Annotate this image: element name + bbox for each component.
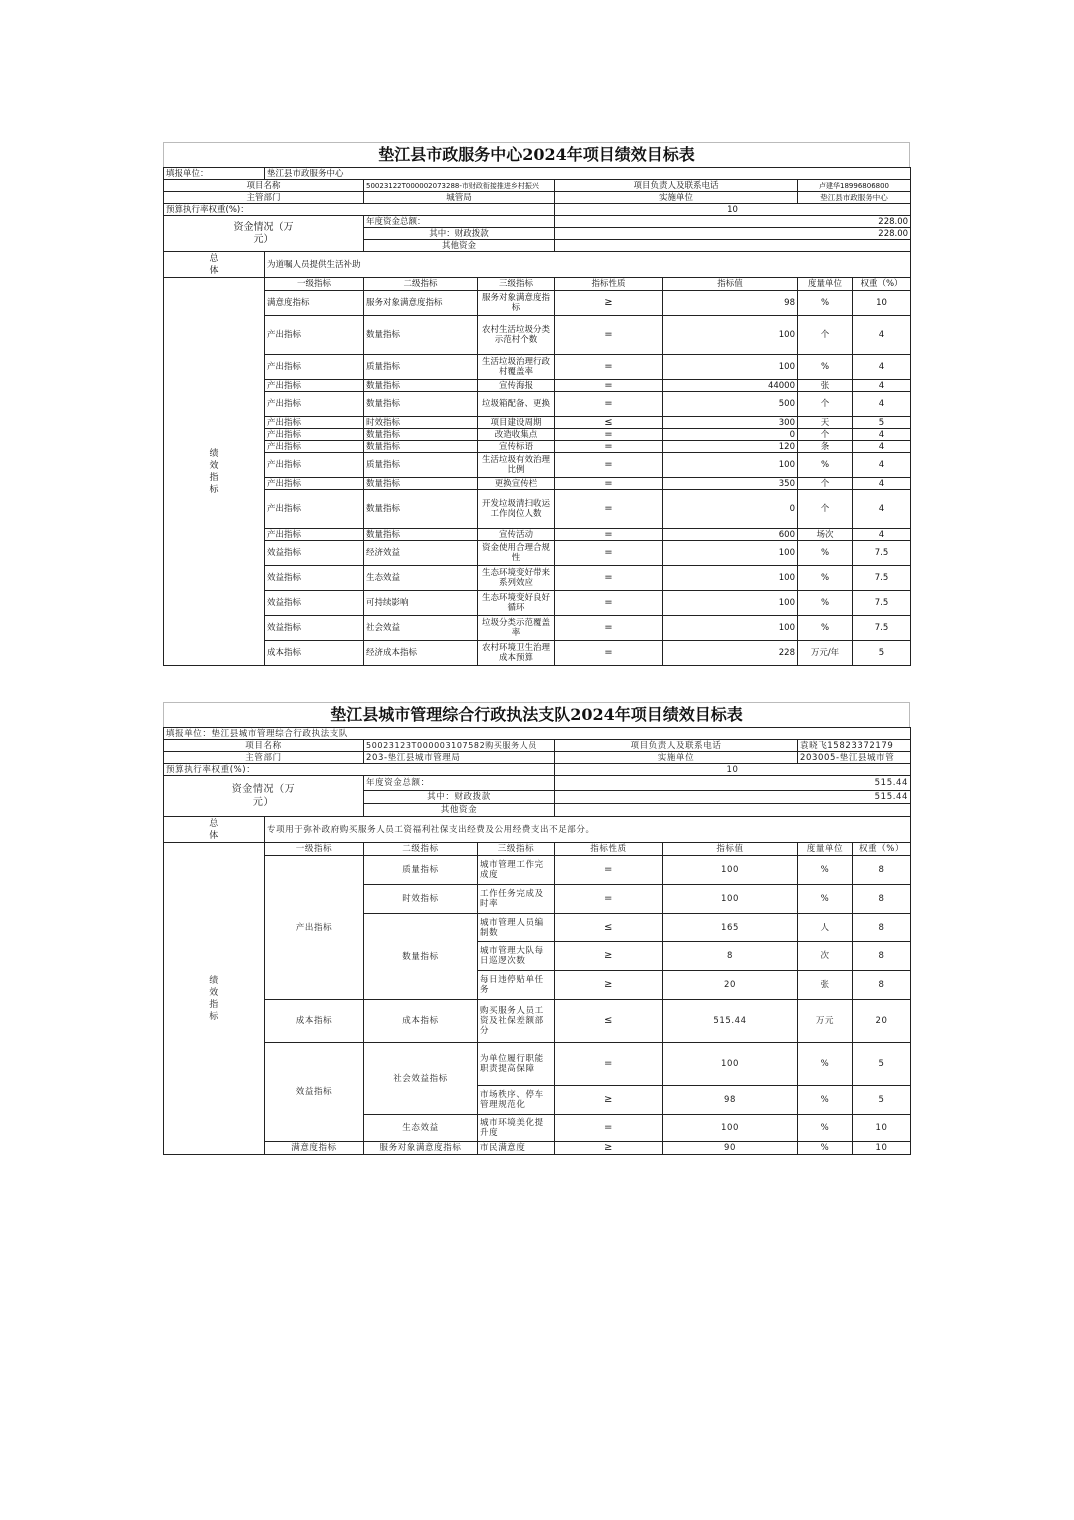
value-cell: 100: [663, 453, 798, 478]
unit-cell: %: [798, 1142, 853, 1155]
contact-value: 卢建华18996806800: [798, 180, 911, 192]
weight-cell: 8: [853, 856, 911, 885]
value-cell: 98: [663, 291, 798, 316]
perf-label: 绩效指标: [164, 278, 265, 666]
l2-cell: 服务对象满意度指标: [364, 291, 478, 316]
l3-cell: 开发垃圾清扫收运工作岗位人数: [478, 490, 555, 529]
fiscal-funds-label: 其中：财政拨款: [364, 228, 555, 240]
value-cell: 8: [663, 942, 798, 971]
l3-cell: 农村环境卫生治理成本预算: [478, 641, 555, 666]
l1-cell: 产出指标: [265, 380, 364, 392]
weight-cell: 4: [853, 355, 911, 380]
overall-text: 专项用于弥补政府购买服务人员工资福利社保支出经费及公用经费支出不足部分。: [265, 817, 911, 843]
weight-cell: 8: [853, 885, 911, 914]
weight-cell: 4: [853, 429, 911, 441]
l3-cell: 城市管理人员编制数: [478, 914, 555, 942]
header-l3: 三级指标: [478, 278, 555, 291]
l1-cell: 产出指标: [265, 478, 364, 490]
unit-cell: 个: [798, 316, 853, 355]
header-nature: 指标性质: [555, 843, 663, 856]
value-cell: 100: [663, 1115, 798, 1142]
budget-weight-value: 10: [555, 764, 911, 776]
dept-label: 主管部门: [164, 752, 364, 764]
nature-cell: =: [555, 856, 663, 885]
l2-cell: 数量指标: [364, 490, 478, 529]
l2-cell: 数量指标: [364, 478, 478, 490]
l1-cell: 效益指标: [265, 566, 364, 591]
weight-cell: 10: [853, 291, 911, 316]
l3-cell: 购买服务人员工资及社保差额部分: [478, 1000, 555, 1043]
nature-cell: ≥: [555, 942, 663, 971]
value-cell: 100: [663, 566, 798, 591]
nature-cell: =: [555, 885, 663, 914]
l2-cost: 成本指标: [364, 1000, 478, 1043]
l1-cell: 产出指标: [265, 316, 364, 355]
l3-cell: 农村生活垃圾分类示范村个数: [478, 316, 555, 355]
value-cell: 100: [663, 885, 798, 914]
l1-cell: 满意度指标: [265, 291, 364, 316]
value-cell: 90: [663, 1142, 798, 1155]
weight-cell: 7.5: [853, 591, 911, 616]
l1-cell: 产出指标: [265, 392, 364, 417]
nature-cell: =: [555, 316, 663, 355]
unit-cell: %: [798, 591, 853, 616]
unit-cell: 个: [798, 478, 853, 490]
l3-cell: 市民满意度: [478, 1142, 555, 1155]
overall-label: 总体: [164, 252, 265, 278]
l1-cell: 效益指标: [265, 541, 364, 566]
l3-cell: 宣传活动: [478, 529, 555, 541]
value-cell: 0: [663, 490, 798, 529]
l1-cell: 产出指标: [265, 355, 364, 380]
unit-cell: %: [798, 453, 853, 478]
weight-cell: 7.5: [853, 566, 911, 591]
other-funds-label: 其他资金: [364, 804, 555, 817]
other-funds-value: [555, 804, 911, 817]
header-weight: 权重（%）: [853, 278, 911, 291]
nature-cell: =: [555, 541, 663, 566]
unit-cell: %: [798, 291, 853, 316]
weight-cell: 8: [853, 914, 911, 942]
l1-cell: 成本指标: [265, 641, 364, 666]
value-cell: 98: [663, 1086, 798, 1115]
performance-table-2: [163, 702, 910, 1155]
value-cell: 100: [663, 591, 798, 616]
budget-weight-label: 预算执行率权重(%)：: [164, 204, 555, 216]
weight-cell: 4: [853, 529, 911, 541]
value-cell: 165: [663, 914, 798, 942]
unit-cell: %: [798, 566, 853, 591]
nature-cell: =: [555, 490, 663, 529]
l2-cell: 生态效益: [364, 566, 478, 591]
nature-cell: =: [555, 616, 663, 641]
value-cell: 100: [663, 541, 798, 566]
l2-cell: 经济成本指标: [364, 641, 478, 666]
nature-cell: =: [555, 1115, 663, 1142]
l3-cell: 城市管理工作完成度: [478, 856, 555, 885]
l2-quantity: 数量指标: [364, 914, 478, 1000]
unit-cell: %: [798, 1115, 853, 1142]
l3-cell: 宣传标语: [478, 441, 555, 453]
l2-timeliness: 时效指标: [364, 885, 478, 914]
unit-cell: 个: [798, 392, 853, 417]
l3-cell: 服务对象满意度指标: [478, 291, 555, 316]
funds-label: 资金情况（万元）: [164, 776, 364, 817]
performance-table-1: [163, 142, 910, 666]
l1-cell: 产出指标: [265, 429, 364, 441]
header-unit: 度量单位: [798, 843, 853, 856]
fill-unit-label: 填报单位：: [164, 168, 265, 180]
value-cell: 100: [663, 856, 798, 885]
nature-cell: =: [555, 380, 663, 392]
l3-cell: 市场秩序、停车管理规范化: [478, 1086, 555, 1115]
l3-cell: 垃圾分类示范覆盖率: [478, 616, 555, 641]
header-nature: 指标性质: [555, 278, 663, 291]
l2-cell: 可持续影响: [364, 591, 478, 616]
contact-value: 袁晓飞15823372179: [798, 740, 911, 752]
l1-cell: 效益指标: [265, 591, 364, 616]
l1-cell: 产出指标: [265, 490, 364, 529]
l3-cell: 为单位履行职能职责提高保障: [478, 1043, 555, 1086]
group-benefit: 效益指标: [265, 1043, 364, 1142]
nature-cell: ≤: [555, 914, 663, 942]
nature-cell: =: [555, 441, 663, 453]
unit-cell: %: [798, 541, 853, 566]
project-name-label: 项目名称: [164, 180, 364, 192]
weight-cell: 4: [853, 490, 911, 529]
table-1-grid: [163, 167, 911, 666]
unit-cell: 场次: [798, 529, 853, 541]
annual-funds-value: 228.00: [555, 216, 911, 228]
unit-cell: %: [798, 856, 853, 885]
dept-value: 203-垫江县城市管理局: [364, 752, 555, 764]
l3-cell: 生活垃圾治理行政村覆盖率: [478, 355, 555, 380]
header-l1: 一级指标: [265, 843, 364, 856]
funds-label: 资金情况（万元）: [164, 216, 364, 252]
l1-cell: 产出指标: [265, 417, 364, 429]
unit-cell: 个: [798, 429, 853, 441]
value-cell: 44000: [663, 380, 798, 392]
value-cell: 600: [663, 529, 798, 541]
unit-cell: 条: [798, 441, 853, 453]
header-l1: 一级指标: [265, 278, 364, 291]
overall-label: 总体: [164, 817, 265, 843]
dept-label: 主管部门: [164, 192, 364, 204]
overall-text: 为道嘱人员提供生活补助: [265, 252, 911, 278]
nature-cell: ≥: [555, 1086, 663, 1115]
unit-cell: 万元/年: [798, 641, 853, 666]
group-output: 产出指标: [265, 856, 364, 1000]
header-l3: 三级指标: [478, 843, 555, 856]
group-satisfaction: 满意度指标: [265, 1142, 364, 1155]
header-unit: 度量单位: [798, 278, 853, 291]
l2-cell: 经济效益: [364, 541, 478, 566]
value-cell: 500: [663, 392, 798, 417]
contact-label: 项目负责人及联系电话: [555, 740, 798, 752]
unit-cell: %: [798, 1043, 853, 1086]
l2-social: 社会效益指标: [364, 1043, 478, 1115]
weight-cell: 4: [853, 380, 911, 392]
value-cell: 20: [663, 971, 798, 1000]
l3-cell: 垃圾箱配备、更换: [478, 392, 555, 417]
weight-cell: 4: [853, 316, 911, 355]
l2-cell: 时效指标: [364, 417, 478, 429]
nature-cell: ≤: [555, 1000, 663, 1043]
weight-cell: 5: [853, 1043, 911, 1086]
header-value: 指标值: [663, 843, 798, 856]
nature-cell: ≤: [555, 417, 663, 429]
header-weight: 权重（%）: [853, 843, 911, 856]
l3-cell: 城市管理大队每日巡逻次数: [478, 942, 555, 971]
value-cell: 350: [663, 478, 798, 490]
fiscal-funds-value: 228.00: [555, 228, 911, 240]
header-l2: 二级指标: [364, 278, 478, 291]
unit-cell: 次: [798, 942, 853, 971]
l3-cell: 生态环境变好带来系列效应: [478, 566, 555, 591]
unit-cell: %: [798, 616, 853, 641]
other-funds-value: [555, 240, 911, 252]
l3-cell: 更换宣传栏: [478, 478, 555, 490]
l2-quality: 质量指标: [364, 856, 478, 885]
budget-weight-label: 预算执行率权重(%)：: [164, 764, 555, 776]
annual-funds-label: 年度资金总额：: [364, 216, 555, 228]
nature-cell: =: [555, 478, 663, 490]
weight-cell: 7.5: [853, 541, 911, 566]
fill-unit-value: 垫江县市政服务中心: [265, 168, 911, 180]
impl-label: 实施单位: [555, 752, 798, 764]
dept-value: 城管局: [364, 192, 555, 204]
table-title: 垫江县城市管理综合行政执法支队2024年项目绩效目标表: [163, 702, 910, 727]
l3-cell: 每日违停贴单任务: [478, 971, 555, 1000]
nature-cell: =: [555, 1043, 663, 1086]
weight-cell: 8: [853, 971, 911, 1000]
table-2-grid: [163, 727, 911, 1155]
header-l2: 二级指标: [364, 843, 478, 856]
l2-eco: 生态效益: [364, 1115, 478, 1142]
project-name-value: 50023122T000002073288-市财政衔接推进乡村振兴: [364, 180, 555, 192]
table-title: 垫江县市政服务中心2024年项目绩效目标表: [163, 142, 910, 167]
other-funds-label: 其他资金: [364, 240, 555, 252]
value-cell: 300: [663, 417, 798, 429]
value-cell: 100: [663, 1043, 798, 1086]
weight-cell: 7.5: [853, 616, 911, 641]
contact-label: 项目负责人及联系电话: [555, 180, 798, 192]
weight-cell: 20: [853, 1000, 911, 1043]
l2-cell: 数量指标: [364, 380, 478, 392]
annual-funds-label: 年度资金总额：: [364, 776, 555, 791]
l3-cell: 宣传海报: [478, 380, 555, 392]
nature-cell: =: [555, 566, 663, 591]
weight-cell: 4: [853, 453, 911, 478]
nature-cell: =: [555, 355, 663, 380]
unit-cell: 万元: [798, 1000, 853, 1043]
unit-cell: 个: [798, 490, 853, 529]
value-cell: 120: [663, 441, 798, 453]
impl-value: 垫江县市政服务中心: [798, 192, 911, 204]
impl-label: 实施单位: [555, 192, 798, 204]
nature-cell: ≥: [555, 291, 663, 316]
fill-unit-line: 填报单位：垫江县城市管理综合行政执法支队: [164, 728, 911, 740]
nature-cell: =: [555, 641, 663, 666]
weight-cell: 8: [853, 942, 911, 971]
value-cell: 0: [663, 429, 798, 441]
unit-cell: 张: [798, 380, 853, 392]
weight-cell: 5: [853, 417, 911, 429]
l1-cell: 产出指标: [265, 529, 364, 541]
weight-cell: 5: [853, 641, 911, 666]
unit-cell: %: [798, 355, 853, 380]
nature-cell: =: [555, 529, 663, 541]
l2-cell: 数量指标: [364, 529, 478, 541]
unit-cell: 人: [798, 914, 853, 942]
l1-cell: 产出指标: [265, 453, 364, 478]
value-cell: 100: [663, 355, 798, 380]
header-value: 指标值: [663, 278, 798, 291]
weight-cell: 4: [853, 478, 911, 490]
annual-funds-value: 515.44: [555, 776, 911, 791]
weight-cell: 5: [853, 1086, 911, 1115]
l2-cell: 质量指标: [364, 453, 478, 478]
l1-cell: 产出指标: [265, 441, 364, 453]
nature-cell: ≥: [555, 971, 663, 1000]
value-cell: 515.44: [663, 1000, 798, 1043]
weight-cell: 10: [853, 1142, 911, 1155]
unit-cell: 张: [798, 971, 853, 1000]
weight-cell: 10: [853, 1115, 911, 1142]
perf-label: 绩效指标: [164, 843, 265, 1155]
unit-cell: 天: [798, 417, 853, 429]
group-cost: 成本指标: [265, 1000, 364, 1043]
l2-cell: 数量指标: [364, 441, 478, 453]
value-cell: 228: [663, 641, 798, 666]
project-name-label: 项目名称: [164, 740, 364, 752]
l1-cell: 效益指标: [265, 616, 364, 641]
unit-cell: %: [798, 1086, 853, 1115]
l3-cell: 工作任务完成及时率: [478, 885, 555, 914]
project-name-value: 50023123T000003107582购买服务人员: [364, 740, 555, 752]
weight-cell: 4: [853, 392, 911, 417]
impl-value: 203005-垫江县城市管: [798, 752, 911, 764]
nature-cell: =: [555, 591, 663, 616]
budget-weight-value: 10: [555, 204, 911, 216]
l3-cell: 项目建设周期: [478, 417, 555, 429]
l2-cell: 社会效益: [364, 616, 478, 641]
fiscal-funds-label: 其中：财政拨款: [364, 791, 555, 804]
value-cell: 100: [663, 316, 798, 355]
l3-cell: 生活垃圾有效治理比例: [478, 453, 555, 478]
l2-cell: 质量指标: [364, 355, 478, 380]
l2-cell: 数量指标: [364, 392, 478, 417]
l2-cell: 数量指标: [364, 429, 478, 441]
weight-cell: 4: [853, 441, 911, 453]
l3-cell: 改造收集点: [478, 429, 555, 441]
value-cell: 100: [663, 616, 798, 641]
nature-cell: =: [555, 429, 663, 441]
nature-cell: ≥: [555, 1142, 663, 1155]
unit-cell: %: [798, 885, 853, 914]
l3-cell: 城市环境美化提升度: [478, 1115, 555, 1142]
fiscal-funds-value: 515.44: [555, 791, 911, 804]
l3-cell: 生态环境变好良好循环: [478, 591, 555, 616]
nature-cell: =: [555, 392, 663, 417]
nature-cell: =: [555, 453, 663, 478]
l3-cell: 资金使用合理合规性: [478, 541, 555, 566]
l2-satisfaction: 服务对象满意度指标: [364, 1142, 478, 1155]
l2-cell: 数量指标: [364, 316, 478, 355]
